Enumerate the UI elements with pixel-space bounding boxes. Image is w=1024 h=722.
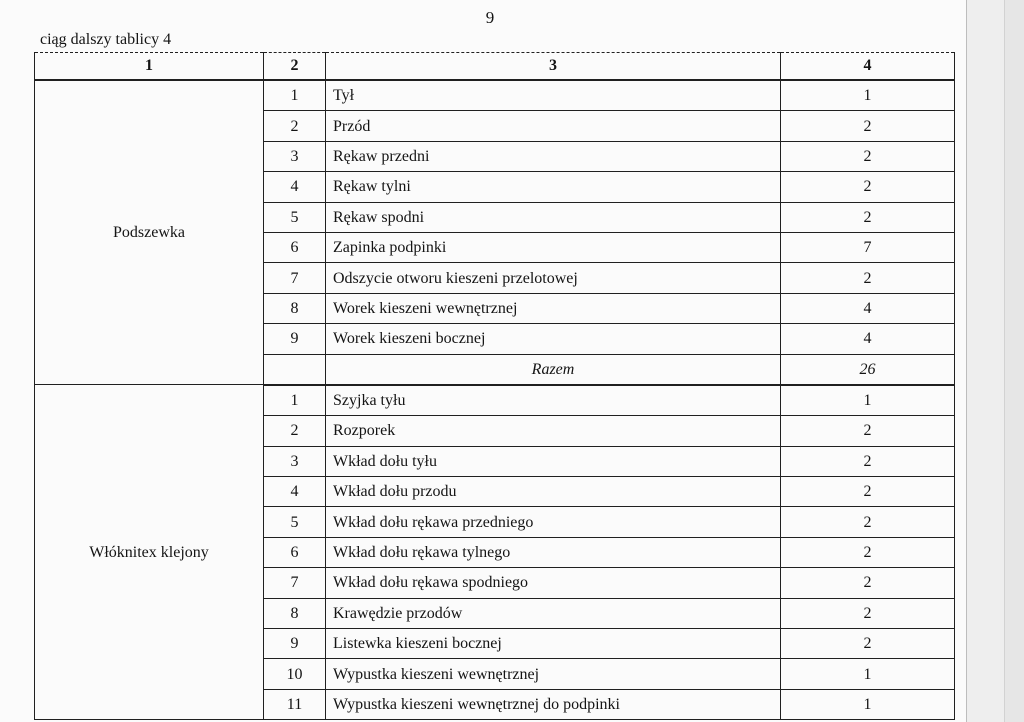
row-quantity: 2 — [781, 629, 955, 659]
row-quantity: 2 — [781, 111, 955, 141]
page-number: 9 — [485, 8, 495, 27]
row-item-name: Worek kieszeni wewnętrznej — [326, 293, 781, 323]
row-number: 3 — [264, 446, 326, 476]
row-number: 4 — [264, 477, 326, 507]
row-quantity: 2 — [781, 416, 955, 446]
row-quantity: 2 — [781, 446, 955, 476]
row-number: 1 — [264, 80, 326, 111]
row-quantity: 2 — [781, 263, 955, 293]
table-row — [35, 385, 955, 416]
row-item-name: Wypustka kieszeni wewnętrznej — [326, 659, 781, 689]
row-item-name: Rękaw spodni — [326, 202, 781, 232]
row-quantity: 1 — [781, 80, 955, 111]
row-item-name: Rękaw tylni — [326, 172, 781, 202]
group-name-wlokniteks: Włóknitex klejony — [35, 385, 264, 720]
row-item-name: Wkład dołu rękawa tylnego — [326, 537, 781, 567]
row-item-name: Wypustka kieszeni wewnętrznej do podpinki — [326, 689, 781, 719]
row-quantity: 2 — [781, 507, 955, 537]
materials-table — [34, 52, 955, 720]
row-number: 6 — [264, 537, 326, 567]
row-quantity: 2 — [781, 568, 955, 598]
scan-page-fold — [1004, 0, 1024, 722]
row-number: 2 — [264, 416, 326, 446]
row-number: 7 — [264, 568, 326, 598]
row-number: 3 — [264, 141, 326, 171]
column-header-4: 4 — [781, 53, 955, 81]
row-item-name: Szyjka tyłu — [326, 385, 781, 416]
row-item-name: Rozporek — [326, 416, 781, 446]
row-number: 5 — [264, 507, 326, 537]
row-item-name: Tył — [326, 80, 781, 111]
column-number-row — [35, 53, 955, 81]
row-quantity: 2 — [781, 537, 955, 567]
row-quantity: 2 — [781, 141, 955, 171]
row-quantity: 1 — [781, 385, 955, 416]
row-number: 2 — [264, 111, 326, 141]
row-item-name: Listewka kieszeni bocznej — [326, 629, 781, 659]
row-quantity: 7 — [781, 232, 955, 262]
row-number: 4 — [264, 172, 326, 202]
row-quantity: 1 — [781, 659, 955, 689]
row-quantity: 1 — [781, 689, 955, 719]
table-continuation-note: ciąg dalszy tablicy 4 — [40, 31, 172, 48]
table-row — [35, 80, 955, 111]
total-label: Razem — [326, 354, 781, 385]
row-number: 9 — [264, 324, 326, 354]
row-quantity: 2 — [781, 202, 955, 232]
row-item-name: Zapinka podpinki — [326, 232, 781, 262]
row-number: 8 — [264, 293, 326, 323]
row-number: 8 — [264, 598, 326, 628]
row-number: 1 — [264, 385, 326, 416]
column-header-2: 2 — [264, 53, 326, 81]
group-name-podszewka: Podszewka — [35, 80, 264, 385]
row-item-name: Wkład dołu rękawa spodniego — [326, 568, 781, 598]
column-header-3: 3 — [326, 53, 781, 81]
row-item-name: Wkład dołu przodu — [326, 477, 781, 507]
row-item-name: Wkład dołu tyłu — [326, 446, 781, 476]
row-number: 9 — [264, 629, 326, 659]
row-quantity: 2 — [781, 172, 955, 202]
row-item-name: Rękaw przedni — [326, 141, 781, 171]
total-value: 26 — [781, 354, 955, 385]
row-number: 11 — [264, 689, 326, 719]
row-quantity: 2 — [781, 598, 955, 628]
row-number: 6 — [264, 232, 326, 262]
row-item-name: Odszycie otworu kieszeni przelotowej — [326, 263, 781, 293]
row-number: 5 — [264, 202, 326, 232]
row-item-name: Worek kieszeni bocznej — [326, 324, 781, 354]
row-quantity: 2 — [781, 477, 955, 507]
row-item-name: Wkład dołu rękawa przedniego — [326, 507, 781, 537]
row-quantity: 4 — [781, 324, 955, 354]
column-header-1: 1 — [35, 53, 264, 81]
row-number: 7 — [264, 263, 326, 293]
row-quantity: 4 — [781, 293, 955, 323]
total-row-number-empty — [264, 354, 326, 385]
row-item-name: Przód — [326, 111, 781, 141]
row-number: 10 — [264, 659, 326, 689]
row-item-name: Krawędzie przodów — [326, 598, 781, 628]
